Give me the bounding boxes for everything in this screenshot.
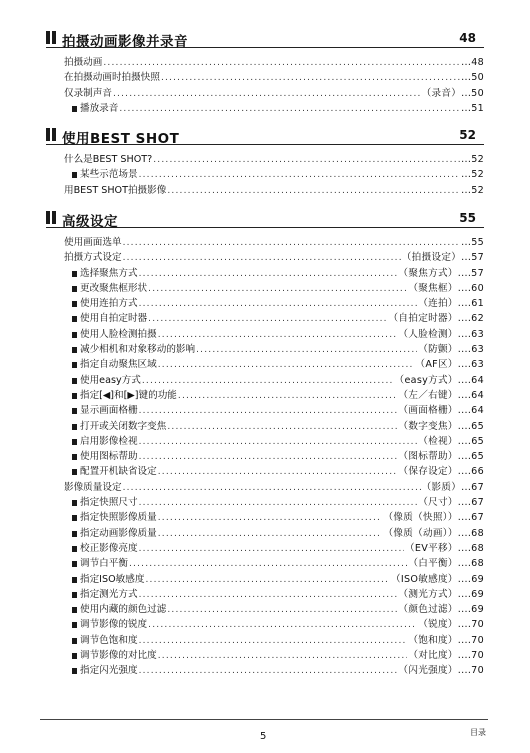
bullet-square-icon [72,561,77,567]
entry-title: 显示画面格栅 [80,405,138,417]
section-page-number: 52 [459,128,476,142]
toc-subentry[interactable] [46,510,484,525]
dot-leader [148,312,387,327]
dot-leader [139,588,398,603]
footer-section-label: 目录 [470,728,486,737]
entry-page-reference: （防颤）....63 [418,344,484,356]
entry-page-reference: ...50 [461,72,484,84]
footer-divider [40,719,488,720]
entry-page-reference: ...51 [461,102,484,114]
bullet-square-icon [72,271,77,277]
entry-title: 仅录制声音 [64,87,112,99]
toc-entry[interactable] [46,183,484,198]
toc-subentry[interactable] [46,296,484,311]
entry-page-reference: （锐度）....70 [418,619,484,631]
entry-title: 指定闪光强度 [80,665,138,677]
toc-subentry[interactable] [46,556,484,571]
bullet-square-icon [72,424,77,430]
dot-leader [161,71,460,86]
entry-page-reference: （EV平移）....68 [404,542,484,554]
dot-leader [167,184,460,199]
entry-title: 校正影像亮度 [80,542,138,554]
dot-leader [139,168,461,183]
toc-subentry[interactable] [46,602,484,617]
section-page-number: 55 [459,211,476,225]
bullet-square-icon [72,106,77,112]
toc-section-advanced-settings [46,210,484,679]
entry-title: 拍摄方式设定 [64,252,122,264]
dot-leader [158,527,383,542]
dot-leader [167,603,397,618]
dot-leader [139,542,404,557]
dot-leader [148,282,407,297]
entry-page-reference: （自拍定时器）....62 [388,313,484,325]
toc-subentry[interactable] [46,464,484,479]
section-title: 高级设定 [62,214,118,230]
dot-leader [139,634,408,649]
bullet-square-icon [72,592,77,598]
entry-page-reference: ...52 [461,184,484,196]
toc-subentry[interactable] [46,572,484,587]
entry-page-reference: ...52 [461,169,484,181]
dot-leader [145,573,390,588]
entry-title: 打开或关闭数字变焦 [80,420,167,432]
dot-leader [142,374,394,389]
dot-leader [158,328,398,343]
toc-subentry[interactable] [46,587,484,602]
dot-leader [196,343,417,358]
dot-leader [113,87,421,102]
entry-title: 使用easy方式 [80,374,141,386]
toc-entry[interactable] [46,55,484,70]
entry-page-reference: （检视）....65 [418,435,484,447]
toc-subentry[interactable] [46,281,484,296]
entry-title: 调节影像的对比度 [80,650,157,662]
bullet-square-icon [72,362,77,368]
toc-entry[interactable] [46,235,484,250]
entry-page-reference: （像质（快照））....67 [383,512,484,524]
toc-subentry[interactable] [46,633,484,648]
entry-title: 调节影像的锐度 [80,619,148,631]
dot-leader [103,56,460,71]
entry-title: 影像质量设定 [64,481,122,493]
entry-title: 使用图标帮助 [80,451,138,463]
toc-subentry[interactable] [46,403,484,418]
entry-page-reference: （对比度）....70 [408,650,484,662]
entry-title: 什么是BEST SHOT? [64,154,153,165]
entry-page-reference: （图标帮助）....65 [398,451,484,463]
toc-subentry[interactable] [46,495,484,510]
toc-entry[interactable] [46,250,484,265]
dot-leader [123,481,421,496]
entry-page-reference: （数字变焦）....65 [398,420,484,432]
dot-leader [139,404,398,419]
bullet-square-icon [72,469,77,475]
section-entries [46,152,484,198]
section-marker-icon [46,31,57,44]
section-marker-icon [46,211,57,224]
bullet-square-icon [72,378,77,384]
toc-entry[interactable] [46,86,484,101]
dot-leader [167,420,397,435]
dot-leader [158,649,408,664]
bullet-square-icon [72,577,77,583]
bullet-square-icon [72,500,77,506]
entry-page-reference: （拍摄设定）...57 [401,252,484,264]
entry-title: 在拍摄动画时拍摄快照 [64,72,160,84]
entry-page-reference: （录音）...50 [421,87,484,99]
bullet-square-icon [72,668,77,674]
bullet-square-icon [72,454,77,460]
dot-leader [139,450,398,465]
bullet-square-icon [72,286,77,292]
entry-page-reference: （像质（动画））....68 [383,527,484,539]
section-page-number: 48 [459,31,476,45]
section-entries [46,55,484,116]
section-title: 使用BEST SHOT [62,131,180,147]
entry-page-reference: （左／右键）....64 [398,389,484,401]
section-header [46,127,484,145]
toc-entry[interactable] [46,152,484,167]
section-title: 拍摄动画影像并录音 [62,34,188,50]
toc-subentry[interactable] [46,101,484,116]
entry-title: 拍摄动画 [64,57,103,68]
dot-leader [158,358,415,373]
entry-title: 使用人脸检测拍摄 [80,328,157,340]
entry-page-reference: （ISO敏感度）....69 [390,573,484,585]
entry-title: 指定[◀]和[▶]键的功能 [80,389,177,401]
bullet-square-icon [72,301,77,307]
bullet-square-icon [72,515,77,521]
toc-subentry[interactable] [46,526,484,541]
dot-leader [158,465,398,480]
dot-leader [123,251,401,266]
entry-page-reference: ...55 [461,237,484,248]
entry-title: 调节白平衡 [80,558,128,570]
toc-subentry[interactable] [46,541,484,556]
bullet-square-icon [72,393,77,399]
bullet-square-icon [72,653,77,659]
dot-leader [139,435,418,450]
entry-title: 用BEST SHOT拍摄影像 [64,184,167,196]
entry-page-reference: （easy方式）....64 [394,374,484,386]
toc-subentry[interactable] [46,327,484,342]
toc-subentry[interactable] [46,648,484,663]
dot-leader [153,153,460,168]
entry-page-reference: （AF区）....63 [415,359,484,371]
dot-leader [119,102,460,117]
dot-leader [139,664,398,679]
toc-subentry[interactable] [46,388,484,403]
entry-title: 指定动画影像质量 [80,527,157,539]
toc-subentry[interactable] [46,419,484,434]
toc-subentry[interactable] [46,167,484,182]
bullet-square-icon [72,607,77,613]
toc-subentry[interactable] [46,342,484,357]
entry-page-reference: （人脸检测）....63 [398,328,484,340]
entry-page-reference: （聚焦方式）....57 [398,267,484,279]
entry-page-reference: （保存设定）....66 [398,466,484,478]
dot-leader [139,496,418,511]
bullet-square-icon [72,347,77,353]
toc-subentry[interactable] [46,373,484,388]
entry-page-reference: （闪光强度）....70 [398,665,484,677]
entry-page-reference: （聚焦框）....60 [408,282,484,294]
bullet-square-icon [72,316,77,322]
entry-title: 更改聚焦框形状 [80,282,148,294]
section-marker-icon [46,128,57,141]
entry-title: 指定ISO敏感度 [80,573,145,585]
entry-title: 指定快照尺寸 [80,497,138,509]
dot-leader [178,389,398,404]
entry-title: 使用内藏的颜色过滤 [80,604,167,616]
entry-title: 某些示范场景 [80,169,138,181]
toc-entry[interactable] [46,70,484,85]
toc-subentry[interactable] [46,266,484,281]
entry-page-reference: （尺寸）....67 [418,497,484,509]
entry-title: 播放录音 [80,102,119,114]
section-header [46,30,484,48]
dot-leader [158,511,383,526]
entry-page-reference: （影质）...67 [421,481,484,493]
bullet-square-icon [72,531,77,537]
entry-page-reference: （测光方式）....69 [398,588,484,600]
bullet-square-icon [72,408,77,414]
dot-leader [139,267,398,282]
entry-page-reference: ...48 [461,57,484,68]
toc-subentry[interactable] [46,434,484,449]
entry-title: 使用自拍定时器 [80,313,148,325]
entry-title: 指定自动聚焦区域 [80,359,157,371]
toc-entry[interactable] [46,480,484,495]
dot-leader [148,618,417,633]
dot-leader [139,297,418,312]
toc-section-best-shot [46,127,484,198]
entry-page-reference: （颜色过滤）....69 [398,604,484,616]
section-entries [46,235,484,679]
toc-subentry[interactable] [46,449,484,464]
footer-page-number: 5 [260,731,267,742]
entry-title: 配置开机缺省设定 [80,466,157,478]
section-header [46,210,484,228]
toc-subentry[interactable] [46,663,484,678]
entry-page-reference: （白平衡）....68 [408,558,484,570]
entry-page-reference: ...52 [461,154,484,165]
bullet-square-icon [72,172,77,178]
entry-title: 指定快照影像质量 [80,512,157,524]
entry-title: 选择聚焦方式 [80,267,138,279]
entry-title: 使用连拍方式 [80,298,138,310]
toc-subentry[interactable] [46,311,484,326]
entry-title: 指定测光方式 [80,588,138,600]
entry-title: 减少相机和对象移动的影响 [80,344,196,356]
dot-leader [129,557,407,572]
toc-subentry[interactable] [46,617,484,632]
bullet-square-icon [72,638,77,644]
bullet-square-icon [72,622,77,628]
dot-leader [123,236,461,251]
toc-subentry[interactable] [46,357,484,372]
entry-page-reference: （连拍）....61 [418,298,484,310]
bullet-square-icon [72,546,77,552]
toc-section-movie [46,30,484,116]
bullet-square-icon [72,439,77,445]
bullet-square-icon [72,332,77,338]
entry-title: 调节色饱和度 [80,634,138,646]
entry-page-reference: （画面格栅）....64 [398,405,484,417]
entry-title: 启用影像检视 [80,435,138,447]
entry-page-reference: （饱和度）....70 [408,634,484,646]
entry-title: 使用画面选单 [64,237,122,248]
